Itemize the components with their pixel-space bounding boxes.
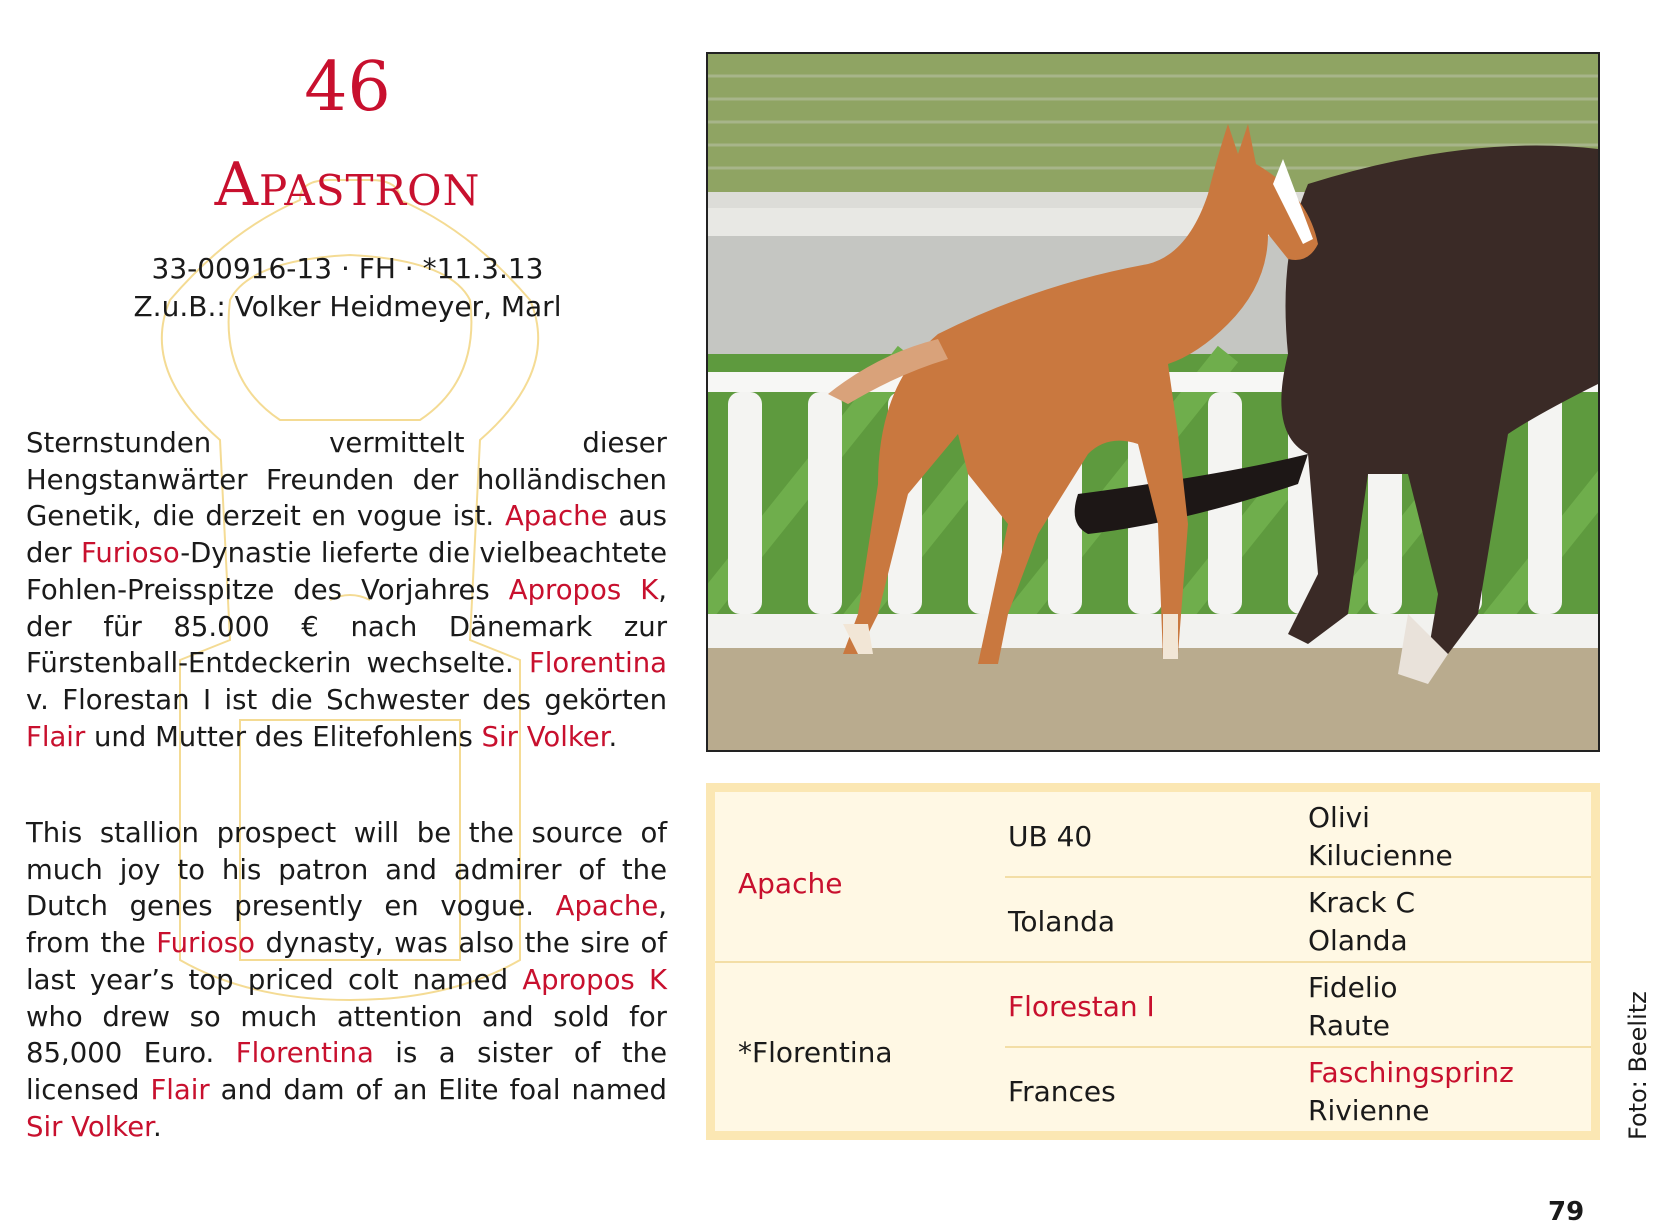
foal-photo [706,52,1600,752]
page-number: 79 [1548,1197,1585,1227]
dam-name: Florentina [235,1037,374,1070]
pedigree-sire: Apache [738,867,843,900]
registration-line: 33-00916-13 · FH · *11.3.13 [151,252,544,285]
pedigree-table [706,783,1600,1140]
horse-reference: Apropos K [522,963,667,996]
pedigree-g3: Rivienne [1308,1094,1430,1127]
horse-reference: Sir Volker [26,1110,153,1143]
pedigree-dam: *Florentina [738,1036,893,1069]
pedigree-g3: Olanda [1308,924,1408,957]
dam-name: Florentina [528,647,667,680]
row-divider [1005,876,1591,878]
breeder-line: Z.u.B.: Volker Heidmeyer, Marl [133,290,562,323]
photo-credit: Foto: Beelitz [1624,991,1652,1140]
pedigree-inner [715,792,1591,1131]
horse-reference: Apropos K [508,573,659,606]
dynasty-name: Furioso [81,537,181,570]
pedigree-g3: Krack C [1308,886,1416,919]
pedigree-g3: Fidelio [1308,971,1398,1004]
dynasty-name: Furioso [156,927,255,960]
horse-reference: Sir Volker [481,720,609,753]
horse-reference: Flair [26,720,86,753]
pedigree-sire-dam: Tolanda [1008,905,1116,938]
english-description: This stallion prospect will be the source of much joy to his patron and admirer of the Dutch genes presently en vogue. Apache, from the Furioso dynasty, was also the sire of last year’s top priced colt named Apropos K who drew so much attention and sold for 85,000 Euro. Florentina is a sister of the licensed Flair and dam of an Elite foal named Sir Volker. [26,817,668,1143]
pedigree-dam-dam: Frances [1008,1075,1116,1108]
sire-name: Apache [555,890,659,923]
horse-name-title: Apastron [214,150,481,220]
sire-name: Apache [504,500,608,533]
pedigree-dam-sire: Florestan I [1008,990,1155,1023]
row-divider [1005,1046,1591,1048]
row-divider [715,961,1591,963]
horse-reference: Flair [150,1073,210,1106]
pedigree-g3: Kilucienne [1308,839,1453,872]
german-description: Sternstunden vermittelt dieser Hengstanwärter Freunden der holländischen Genetik, die derzeit en vogue ist. Apache aus der Furioso-Dynastie lieferte die vielbeachtete Fohlen-Preisspitze des Vorjahres Apropos K, der für 85.000 € nach Dänemark zur Fürstenball-Entdeckerin wechselte. Florentina v. Florestan I ist die Schwester des gekörten Flair und Mutter des Elitefohlens Sir Volker. [26,427,667,753]
pedigree-g3: Raute [1308,1009,1390,1042]
pedigree-g3: Faschingsprinz [1308,1056,1514,1089]
pedigree-g3: Olivi [1308,801,1370,834]
lot-number: 46 [304,48,391,127]
pedigree-sire-sire: UB 40 [1008,820,1093,853]
